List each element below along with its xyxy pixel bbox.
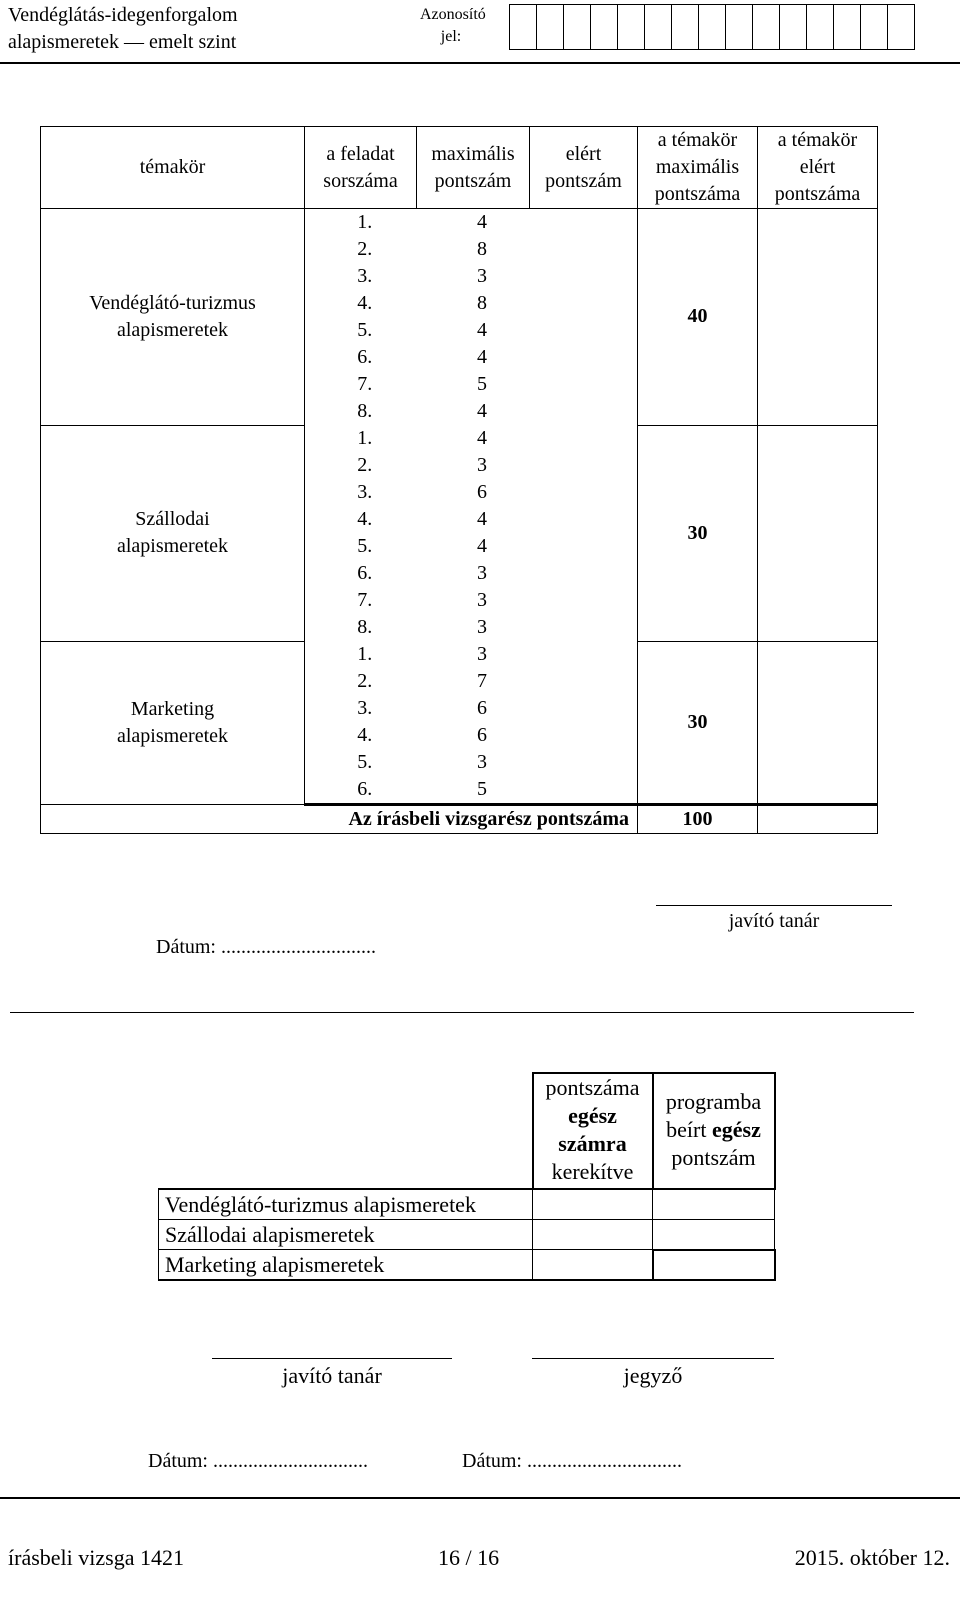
achieved-points-cell[interactable] [530, 668, 638, 695]
signature-line[interactable] [212, 1358, 452, 1359]
rounded-table-header [159, 1073, 775, 1189]
section-divider [10, 1012, 914, 1013]
grader-label: javító tanár [728, 910, 820, 932]
topic-cell [41, 641, 305, 805]
header-topic-max: a témakör maximális pontszáma [638, 127, 758, 209]
achieved-points-cell[interactable] [530, 749, 638, 776]
header-task-no: a feladat sorszáma [305, 127, 417, 209]
achieved-points-cell[interactable] [530, 290, 638, 317]
id-box[interactable] [617, 4, 645, 50]
id-box[interactable] [806, 4, 834, 50]
task-max-points: 6 [477, 724, 487, 746]
header-topic: témakör [41, 127, 305, 209]
exam-subject-line2: alapismeretek — emelt szint [8, 31, 237, 53]
task-max-points: 5 [477, 778, 487, 800]
task-max-points: 3 [477, 265, 487, 287]
entered-head-bold: egész [711, 1117, 761, 1142]
task-max-points: 8 [477, 292, 487, 314]
score-cell[interactable] [533, 1220, 653, 1250]
achieved-points-cell[interactable] [530, 425, 638, 452]
id-box[interactable] [725, 4, 753, 50]
task-max-points: 3 [477, 562, 487, 584]
achieved-points-cell[interactable] [530, 722, 638, 749]
achieved-points-cell[interactable] [530, 695, 638, 722]
task-number: 6. [357, 562, 373, 584]
total-blank-cell [41, 805, 305, 834]
task-max-points: 4 [477, 400, 487, 422]
task-number: 4. [357, 508, 373, 530]
achieved-points-cell[interactable] [530, 209, 638, 237]
topic-achieved-points-cell[interactable] [758, 641, 878, 805]
task-number: 2. [357, 238, 373, 260]
task-number: 6. [357, 778, 373, 800]
task-number: 4. [357, 292, 373, 314]
task-number: 5. [357, 535, 373, 557]
id-box[interactable] [698, 4, 726, 50]
footer-date: 2015. október 12. [794, 1545, 950, 1570]
achieved-points-cell[interactable] [530, 452, 638, 479]
footer-exam-code: írásbeli vizsga 1421 [8, 1545, 184, 1570]
topic-max-points: 40 [638, 209, 758, 426]
achieved-points-cell[interactable] [530, 236, 638, 263]
topic-max-points: 30 [638, 641, 758, 805]
table-row [159, 1220, 775, 1250]
achieved-points-cell[interactable] [530, 641, 638, 668]
date-field[interactable]: Dátum: ............................... [156, 936, 376, 958]
task-max-points: 3 [477, 454, 487, 476]
signature-line[interactable] [656, 905, 892, 906]
task-max-points: 7 [477, 670, 487, 692]
task-number: 4. [357, 724, 373, 746]
exam-subject-line1: Vendéglátás-idegenforgalom [8, 4, 238, 26]
achieved-points-cell[interactable] [530, 371, 638, 398]
topic-achieved-points-cell[interactable] [758, 209, 878, 426]
task-number: 7. [357, 589, 373, 611]
table-row [41, 641, 878, 668]
id-boxes [510, 4, 915, 50]
score-cell[interactable] [533, 1189, 653, 1220]
score-cell[interactable] [533, 1250, 653, 1281]
topic-name-line: alapismeretek [116, 724, 229, 747]
entered-head-line: programba [665, 1089, 762, 1114]
id-box[interactable] [752, 4, 780, 50]
id-label-line1: Azonosító [420, 6, 486, 23]
topic-name-line: alapismeretek [116, 318, 229, 341]
achieved-points-cell[interactable] [530, 263, 638, 290]
row-label: Szállodai alapismeretek [159, 1220, 533, 1250]
total-max-points: 100 [638, 805, 758, 834]
task-max-points: 3 [477, 751, 487, 773]
topic-name-line: Vendéglátó-turizmus [89, 291, 256, 314]
task-max-points: 4 [477, 319, 487, 341]
rounded-head-line: egész [568, 1103, 617, 1128]
table-row [41, 425, 878, 452]
header-rounded-score [533, 1073, 653, 1189]
date-field[interactable]: Dátum: ............................... [462, 1450, 682, 1472]
achieved-points-cell[interactable] [530, 317, 638, 344]
task-max-points: 5 [477, 373, 487, 395]
rounded-head-line: számra [558, 1131, 627, 1156]
task-max-points: 4 [477, 427, 487, 449]
header-max-points: maximális pontszám [417, 127, 530, 209]
id-box[interactable] [833, 4, 861, 50]
task-max-points: 4 [477, 211, 487, 233]
task-number: 1. [357, 643, 373, 665]
rounded-score-table [158, 1072, 776, 1281]
topic-name-line: alapismeretek [116, 535, 229, 557]
task-number: 1. [357, 427, 373, 449]
score-cell[interactable] [653, 1189, 775, 1220]
task-number: 8. [357, 616, 373, 638]
score-cell[interactable] [653, 1220, 775, 1250]
id-box[interactable] [644, 4, 672, 50]
achieved-points-cell[interactable] [530, 587, 638, 614]
achieved-points-cell[interactable] [530, 398, 638, 425]
table-header-row [41, 127, 878, 209]
id-label-line2: jel: [440, 28, 462, 45]
task-number: 1. [357, 211, 373, 233]
task-max-points: 3 [477, 589, 487, 611]
task-max-points: 3 [477, 616, 487, 638]
task-number: 2. [357, 670, 373, 692]
row-label: Vendéglátó-turizmus alapismeretek [159, 1189, 533, 1220]
topic-name-line: Szállodai [135, 508, 210, 530]
achieved-points-cell[interactable] [530, 614, 638, 641]
achieved-points-cell[interactable] [530, 479, 638, 506]
task-max-points: 6 [477, 481, 487, 503]
task-max-points: 6 [477, 697, 487, 719]
achieved-points-cell[interactable] [530, 560, 638, 587]
rounded-head-line: pontszáma [545, 1075, 640, 1100]
table-row [159, 1189, 775, 1220]
id-box[interactable] [590, 4, 618, 50]
id-box[interactable] [509, 4, 537, 50]
task-max-points: 4 [477, 535, 487, 557]
task-number: 7. [357, 373, 373, 395]
task-number: 3. [357, 481, 373, 503]
total-label: Az írásbeli vizsgarész pontszáma [305, 805, 638, 834]
header-rule [0, 62, 960, 64]
topic-achieved-points-cell[interactable] [758, 425, 878, 641]
id-box[interactable] [563, 4, 591, 50]
exam-subject [8, 2, 238, 56]
task-number: 3. [357, 265, 373, 287]
signature-line[interactable] [532, 1358, 774, 1359]
id-box[interactable] [860, 4, 888, 50]
topic-name-line: Marketing [130, 697, 215, 720]
row-label: Marketing alapismeretek [159, 1250, 533, 1281]
achieved-points-cell[interactable] [530, 506, 638, 533]
task-max-points: 8 [477, 238, 487, 260]
header-topic-achieved: a témakör elért pontszáma [758, 127, 878, 209]
entered-head-text: beírt [666, 1117, 712, 1142]
table-row [159, 1250, 775, 1281]
task-number: 3. [357, 697, 373, 719]
grader-label: javító tanár [282, 1363, 382, 1388]
task-number: 6. [357, 346, 373, 368]
score-cell[interactable] [653, 1250, 775, 1281]
task-number: 5. [357, 319, 373, 341]
task-max-points: 4 [477, 508, 487, 530]
task-number: 2. [357, 454, 373, 476]
task-number: 5. [357, 751, 373, 773]
id-box[interactable] [671, 4, 699, 50]
total-row [41, 805, 878, 834]
footer-rule [0, 1497, 960, 1499]
id-box[interactable] [536, 4, 564, 50]
table-row [41, 209, 878, 237]
registrar-label: jegyző [623, 1363, 683, 1388]
id-label [420, 4, 486, 48]
score-table [40, 126, 878, 834]
task-max-points: 3 [477, 643, 487, 665]
entered-head-line [654, 1116, 774, 1144]
total-achieved-cell[interactable] [758, 805, 878, 834]
achieved-points-cell[interactable] [530, 776, 638, 805]
task-number: 8. [357, 400, 373, 422]
header-achieved: elért pontszám [530, 127, 638, 209]
id-box[interactable] [887, 4, 915, 50]
topic-cell [41, 209, 305, 426]
date-field[interactable]: Dátum: ............................... [148, 1450, 368, 1472]
achieved-points-cell[interactable] [530, 344, 638, 371]
entered-head-line: pontszám [671, 1145, 756, 1170]
topic-cell [41, 425, 305, 641]
topic-max-points: 30 [638, 425, 758, 641]
achieved-points-cell[interactable] [530, 533, 638, 560]
task-max-points: 4 [477, 346, 487, 368]
header-entered-score [653, 1073, 775, 1189]
id-box[interactable] [779, 4, 807, 50]
footer-page-number: 16 / 16 [438, 1545, 500, 1570]
rounded-head-line: kerekítve [551, 1159, 634, 1184]
